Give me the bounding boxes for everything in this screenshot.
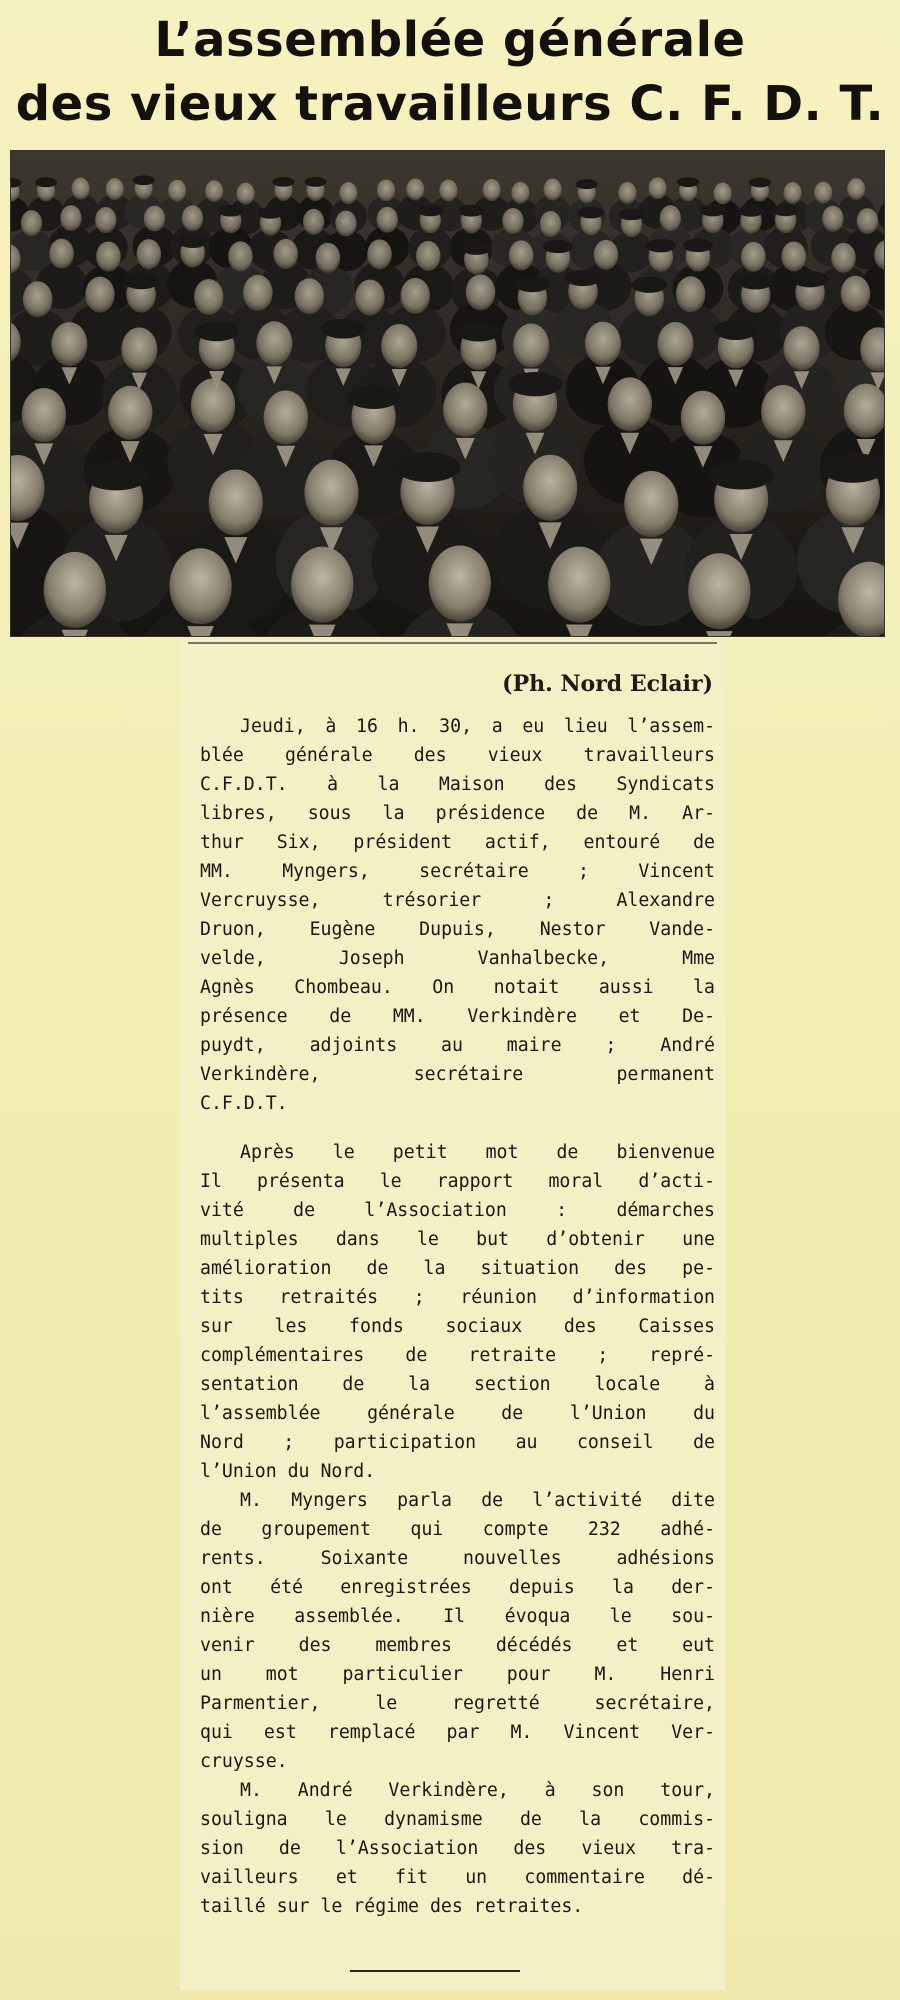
hat [738, 205, 764, 217]
person-head [49, 239, 74, 269]
article-line: Il présenta le rapport moral d’acti- [200, 1171, 715, 1192]
shirt-collar [706, 631, 733, 636]
person-head [443, 383, 487, 437]
article-line: vité de l’Association : démarches [200, 1200, 715, 1221]
person-head [72, 178, 90, 200]
article-line: souligna le dynamisme de la commis- [200, 1809, 715, 1830]
person-head [511, 182, 529, 204]
shirt-collar [187, 626, 214, 636]
person-head [784, 182, 802, 204]
article-line: velde, Joseph Vanhalbecke, Mme [200, 948, 715, 969]
person-head [85, 277, 115, 313]
person-head [381, 324, 417, 368]
hat [394, 452, 460, 482]
person-head [814, 182, 832, 204]
person-head [548, 547, 610, 623]
article-line: rents. Soixante nouvelles adhésions [200, 1548, 715, 1569]
article-line: Vercruysse, trésorier ; Alexandre [200, 890, 715, 911]
article-line: libres, sous la présidence de M. Ar- [200, 803, 715, 824]
photo-credit: (Ph. Nord Eclair) [502, 671, 713, 697]
person-head [429, 545, 491, 621]
article-line: sion de l’Association des vieux tra- [200, 1838, 715, 1859]
person-head [618, 182, 636, 204]
person-head [513, 323, 549, 367]
person-head [168, 180, 186, 202]
hat [792, 271, 828, 287]
hat [195, 321, 239, 341]
person-head [608, 377, 652, 431]
hat [458, 205, 484, 217]
person-head [400, 278, 430, 314]
hat [218, 205, 244, 217]
paragraph-3 [200, 1486, 715, 1776]
person-head [544, 179, 562, 201]
person-head [657, 322, 693, 366]
hat [461, 241, 491, 255]
hat [83, 461, 149, 491]
paragraph-4 [200, 1776, 715, 1921]
hat [347, 385, 401, 409]
person-head [594, 240, 619, 270]
article-line: MM. Myngers, secrétaire ; Vincent [200, 861, 715, 882]
article-line: Jeudi, à 16 h. 30, a eu lieu l’assem- [240, 716, 715, 737]
hat [257, 207, 283, 219]
article-line: Après le petit mot de bienvenue [240, 1142, 715, 1163]
article-line: Parmentier, le regretté secrétaire, [200, 1693, 715, 1714]
person-head [822, 206, 843, 232]
hat [304, 177, 326, 187]
article-line: M. Myngers parla de l’activité dite [240, 1490, 715, 1511]
person-head [304, 460, 358, 526]
person-head [243, 275, 273, 311]
person-head [44, 552, 106, 628]
hat [749, 177, 771, 187]
person-head [466, 274, 496, 310]
hat [321, 319, 365, 339]
hat [646, 239, 676, 253]
person-head [228, 241, 253, 271]
person-head [502, 208, 523, 234]
paragraph-2 [200, 1138, 715, 1486]
person-head [483, 179, 501, 201]
article-line: Nord ; participation au conseil de [200, 1432, 715, 1453]
person-head [23, 281, 53, 317]
hat [677, 177, 699, 187]
person-head [22, 388, 66, 442]
headline-line-2: des vieux travailleurs C. F. D. T. [15, 76, 885, 132]
person-head [294, 278, 324, 314]
hat [457, 322, 501, 342]
person-head [649, 177, 667, 199]
person-head [339, 182, 357, 204]
article-line: multiples dans le but d’obtenir une [200, 1229, 715, 1250]
hat [417, 205, 443, 217]
person-head [377, 207, 398, 233]
person-head [540, 211, 561, 237]
hat [683, 239, 713, 253]
person-head [377, 179, 395, 201]
person-head [121, 327, 157, 371]
person-head [761, 385, 805, 439]
person-head [841, 276, 871, 312]
shirt-collar [61, 630, 88, 636]
top-rule [188, 642, 717, 644]
person-head [273, 239, 298, 269]
hat [508, 372, 562, 396]
person-head [416, 241, 441, 271]
article-line: nière assemblée. Il évoqua le sou- [200, 1606, 715, 1627]
hat [543, 240, 573, 254]
person-head [144, 206, 165, 232]
person-head [21, 210, 42, 236]
audience-photo [10, 150, 885, 637]
person-head [108, 386, 152, 440]
person-head [264, 390, 308, 444]
person-head [367, 239, 392, 269]
person-head [194, 279, 224, 315]
article-line: C.F.D.T. à la Maison des Syndicats [200, 774, 715, 795]
person-head [60, 205, 81, 231]
article-line: vailleurs et fit un commentaire dé- [200, 1867, 715, 1888]
person-head [182, 205, 203, 231]
person-head [523, 455, 577, 521]
article-line: Druon, Eugène Dupuis, Nestor Vande- [200, 919, 715, 940]
person-head [439, 180, 457, 202]
article-line: puydt, adjoints au maire ; André [200, 1035, 715, 1056]
article-column [180, 640, 725, 1990]
article-line: Verkindère, secrétaire permanent [200, 1064, 715, 1085]
article-line: l’assemblée générale de l’Union du [200, 1403, 715, 1424]
hat [619, 209, 645, 221]
person-head [51, 322, 87, 366]
person-head [169, 548, 231, 624]
audience-photo-image [11, 151, 884, 636]
hat [738, 273, 774, 289]
person-head [784, 326, 820, 370]
hat [820, 453, 884, 483]
person-head [106, 178, 124, 200]
end-rule [350, 1970, 520, 1972]
article-line: thur Six, président actif, entouré de [200, 832, 715, 853]
article-line: M. André Verkindère, à son tour, [240, 1780, 715, 1801]
person-head [96, 242, 121, 272]
article-line: présence de MM. Verkindère et De- [200, 1006, 715, 1027]
hat [35, 177, 57, 187]
person-head [191, 378, 235, 432]
hat [773, 205, 799, 217]
article-body [200, 712, 715, 1921]
person-head [676, 276, 706, 312]
person-head [624, 471, 678, 537]
person-head [857, 208, 878, 234]
person-head [256, 321, 292, 365]
article-line: sur les fonds sociaux des Caisses [200, 1316, 715, 1337]
person-head [136, 239, 161, 269]
person-head [406, 178, 424, 200]
article-line: complémentaires de retraite ; repré- [200, 1345, 715, 1366]
person-head [585, 322, 621, 366]
person-head [335, 210, 356, 236]
hat [565, 270, 601, 286]
hat [272, 177, 294, 187]
hat [578, 207, 604, 219]
person-head [831, 243, 856, 273]
person-head [509, 240, 534, 270]
person-head [741, 242, 766, 272]
hat [123, 273, 159, 289]
hat [631, 277, 667, 293]
person-head [688, 553, 750, 629]
person-head [714, 183, 732, 205]
headline [0, 8, 900, 136]
person-head [316, 243, 341, 273]
hat [714, 320, 758, 340]
headline-line-1: L’assemblée générale [154, 12, 746, 68]
person-head [209, 469, 263, 535]
person-head [847, 178, 865, 200]
article-line: tits retraités ; réunion d’information [200, 1287, 715, 1308]
person-head [660, 205, 681, 231]
article-line: amélioration de la situation des pe- [200, 1258, 715, 1279]
article-line: ont été enregistrées depuis la der- [200, 1577, 715, 1598]
article-line: de groupement qui compte 232 adhé- [200, 1519, 715, 1540]
hat [700, 205, 726, 217]
hat [576, 179, 598, 189]
article-line: blée générale des vieux travailleurs [200, 745, 715, 766]
paragraph-1 [200, 712, 715, 1118]
person-head [781, 242, 806, 272]
article-line: qui est remplacé par M. Vincent Ver- [200, 1722, 715, 1743]
hat [133, 175, 155, 185]
article-line: venir des membres décédés et eut [200, 1635, 715, 1656]
article-line: taillé sur le régime des retraites. [200, 1896, 584, 1917]
hat [514, 276, 550, 292]
person-head [237, 183, 255, 205]
person-head [291, 547, 353, 623]
article-line: sentation de la section locale à [200, 1374, 715, 1395]
article-line: Agnès Chombeau. On notait aussi la [200, 977, 715, 998]
article-line: cruysse. [200, 1751, 288, 1772]
person-head [205, 180, 223, 202]
person-head [95, 207, 116, 233]
article-line: l’Union du Nord. [200, 1461, 376, 1482]
person-head [681, 391, 725, 445]
person-head [303, 209, 324, 235]
hat [178, 234, 208, 248]
article-line: un mot particulier pour M. Henri [200, 1664, 715, 1685]
person-head [355, 279, 385, 315]
article-line: C.F.D.T. [200, 1093, 288, 1114]
hat [708, 460, 774, 490]
